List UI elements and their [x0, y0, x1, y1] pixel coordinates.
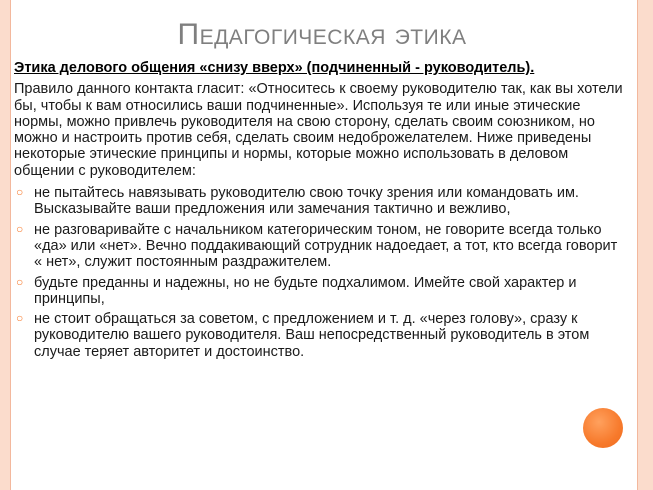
- slide-title: Педагогическая этика: [177, 18, 467, 51]
- circle-bullet-icon: ○: [16, 311, 24, 326]
- circle-bullet-icon: ○: [16, 221, 24, 236]
- slide-content: [14, 60, 626, 364]
- bullet-item: [14, 275, 626, 308]
- circle-bullet-icon: ○: [16, 274, 24, 289]
- bullet-list: [14, 185, 626, 360]
- orange-circle-decoration: [583, 408, 623, 448]
- bullet-text: будьте преданны и надежны, но не будьте подхалимом. Имейте свой характер и принципы,: [34, 274, 577, 307]
- intro-paragraph: Правило данного контакта гласит: «Относитесь к своему руководителю так, как вы хотели бы, чтобы к вам относились ваши подчиненные». Используя те или иные этические нормы, можно привлечь руководителя на свою сторону, сделать своим союзником, но можно и настроить против себя, сделать своим недоброжелателем. Ниже приведены некоторые этические принципы и нормы, которые можно использовать в деловом общении с руководителем:: [14, 81, 623, 179]
- bullet-item: [14, 222, 626, 271]
- circle-bullet-icon: ○: [16, 185, 24, 200]
- bullet-text: не стоит обращаться за советом, с предложением и т. д. «через голову», сразу к руководителю вашего руководителя. Ваш непосредственный руководитель в этом случае теряет авторитет и достоинство.: [34, 311, 590, 360]
- bullet-text: не разговаривайте с начальником категорическим тоном, не говорите всегда только «да» или «нет». Вечно поддакивающий сотрудник надоедает, а тот, кто всегда говорит « нет», служит постоянным раздражителем.: [34, 221, 618, 271]
- left-stripe-border: [10, 0, 11, 490]
- left-decorative-stripe: [0, 0, 10, 490]
- bullet-text: не пытайтесь навязывать руководителю свою точку зрения или командовать им. Высказывайте ваши предложения или замечания тактично и вежливо,: [34, 185, 579, 218]
- bullet-item: [14, 185, 626, 218]
- right-decorative-stripe: [638, 0, 653, 490]
- bullet-item: [14, 311, 626, 360]
- section-heading: Этика делового общения «снизу вверх» (подчиненный - руководитель).: [14, 60, 535, 76]
